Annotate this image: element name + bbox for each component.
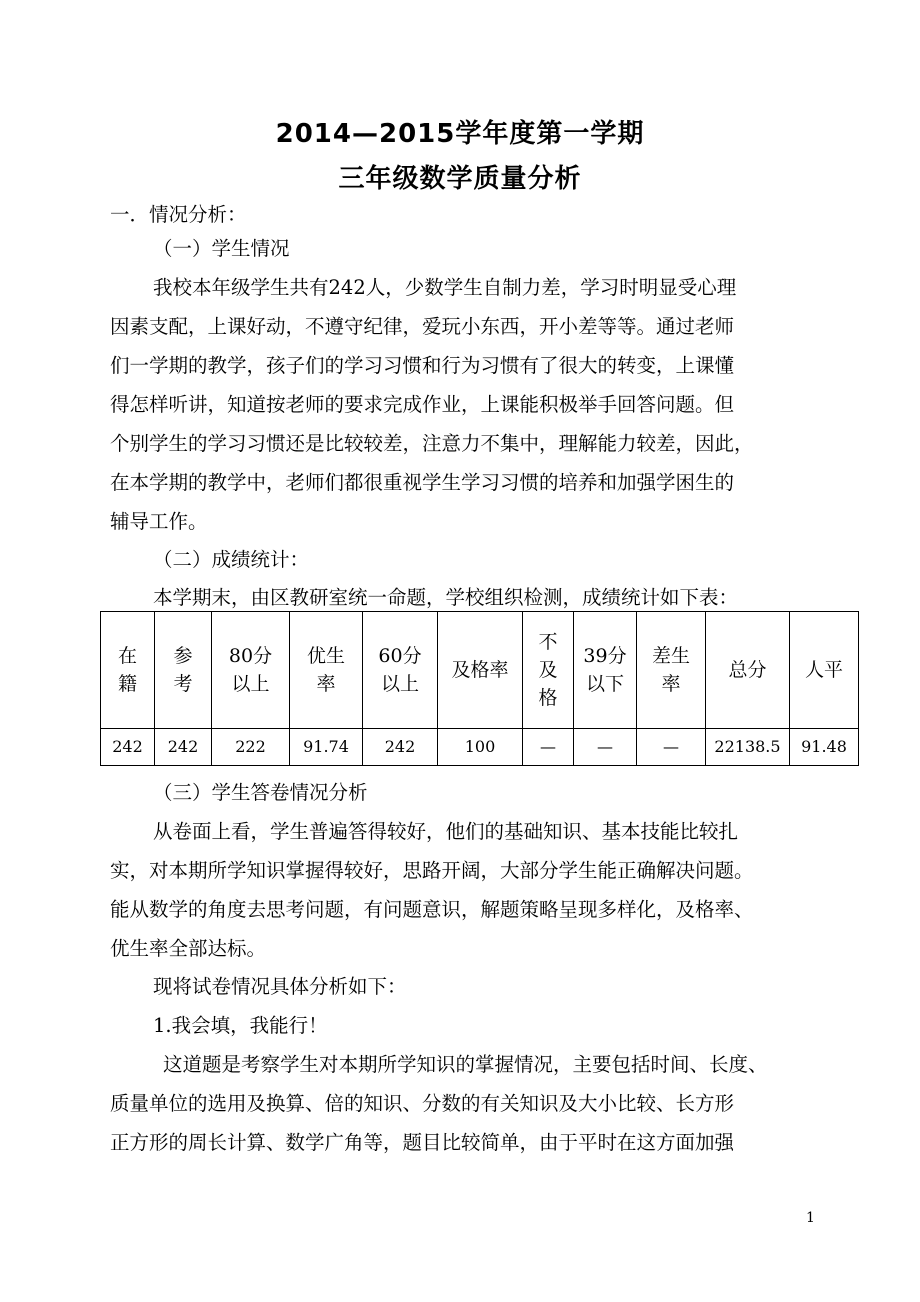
section-heading-situation: 一．情况分析：	[110, 203, 247, 226]
score-table	[100, 611, 859, 766]
paragraph-line: 优生率全部达标。	[110, 937, 267, 960]
paragraph-line: 辅导工作。	[110, 510, 208, 533]
header-cell-enrolled: 在 籍	[101, 612, 155, 729]
paragraph-line: 能从数学的角度去思考问题，有问题意识，解题策略呈现多样化，及格率、	[110, 898, 754, 921]
table-cell: 222	[212, 729, 290, 766]
table-row	[101, 729, 859, 766]
paragraph-line: 们一学期的教学，孩子们的学习习惯和行为习惯有了很大的转变，上课懂	[110, 354, 735, 377]
paragraph-line: 质量单位的选用及换算、倍的知识、分数的有关知识及大小比较、长方形	[110, 1092, 735, 1115]
header-cell-pass-rate: 及格率	[438, 612, 523, 729]
scores-intro: 本学期末，由区教研室统一命题，学校组织检测，成绩统计如下表：	[153, 586, 739, 609]
item-heading-fill-in: 1.我会填，我能行！	[153, 1014, 328, 1037]
subheading-students: （一）学生情况	[153, 237, 290, 260]
paragraph-intro-details: 现将试卷情况具体分析如下：	[153, 975, 407, 998]
table-cell: 242	[155, 729, 212, 766]
paragraph-line: 实，对本期所学知识掌握得较好，思路开阔，大部分学生能正确解决问题。	[110, 859, 754, 882]
table-cell: 100	[438, 729, 523, 766]
subheading-scores: （二）成绩统计：	[153, 548, 310, 571]
table-cell: 22138.5	[706, 729, 790, 766]
header-cell-average: 人平	[790, 612, 859, 729]
paragraph-line: 正方形的周长计算、数学广角等，题目比较简单，由于平时在这方面加强	[110, 1131, 735, 1154]
table-cell: 242	[363, 729, 438, 766]
table-cell: 242	[101, 729, 155, 766]
paragraph-line: 在本学期的教学中，老师们都很重视学生学习习惯的培养和加强学困生的	[110, 471, 735, 494]
paragraph-line: 因素支配，上课好动，不遵守纪律，爱玩小东西，开小差等等。通过老师	[110, 315, 735, 338]
document-title: 2014—2015学年度第一学期	[275, 119, 645, 149]
paragraph-line: 得怎样听讲，知道按老师的要求完成作业，上课能积极举手回答问题。但	[110, 393, 735, 416]
header-cell-poor-rate: 差生 率	[637, 612, 706, 729]
table-cell: —	[523, 729, 574, 766]
header-cell-above-60: 60分 以上	[363, 612, 438, 729]
header-cell-below-39: 39分 以下	[574, 612, 637, 729]
header-cell-excellent-rate: 优生 率	[290, 612, 363, 729]
table-cell: —	[574, 729, 637, 766]
header-cell-above-80: 80分 以上	[212, 612, 290, 729]
page-number: 1	[806, 1210, 815, 1226]
table-cell: 91.48	[790, 729, 859, 766]
document-subtitle: 三年级数学质量分析	[338, 164, 582, 194]
paragraph-line: 我校本年级学生共有242人，少数学生自制力差，学习时明显受心理	[153, 276, 737, 299]
paragraph-line: 个别学生的学习习惯还是比较较差，注意力不集中，理解能力较差，因此，	[110, 432, 754, 455]
header-cell-tested: 参 考	[155, 612, 212, 729]
paragraph-line: 从卷面上看，学生普遍答得较好，他们的基础知识、基本技能比较扎	[153, 820, 739, 843]
paragraph-line: 这道题是考察学生对本期所学知识的掌握情况，主要包括时间、长度、	[163, 1053, 768, 1076]
subheading-answer-analysis: （三）学生答卷情况分析	[153, 781, 368, 804]
header-cell-fail: 不 及 格	[523, 612, 574, 729]
table-cell: —	[637, 729, 706, 766]
table-cell: 91.74	[290, 729, 363, 766]
header-cell-total: 总分	[706, 612, 790, 729]
table-header-row	[101, 612, 859, 729]
